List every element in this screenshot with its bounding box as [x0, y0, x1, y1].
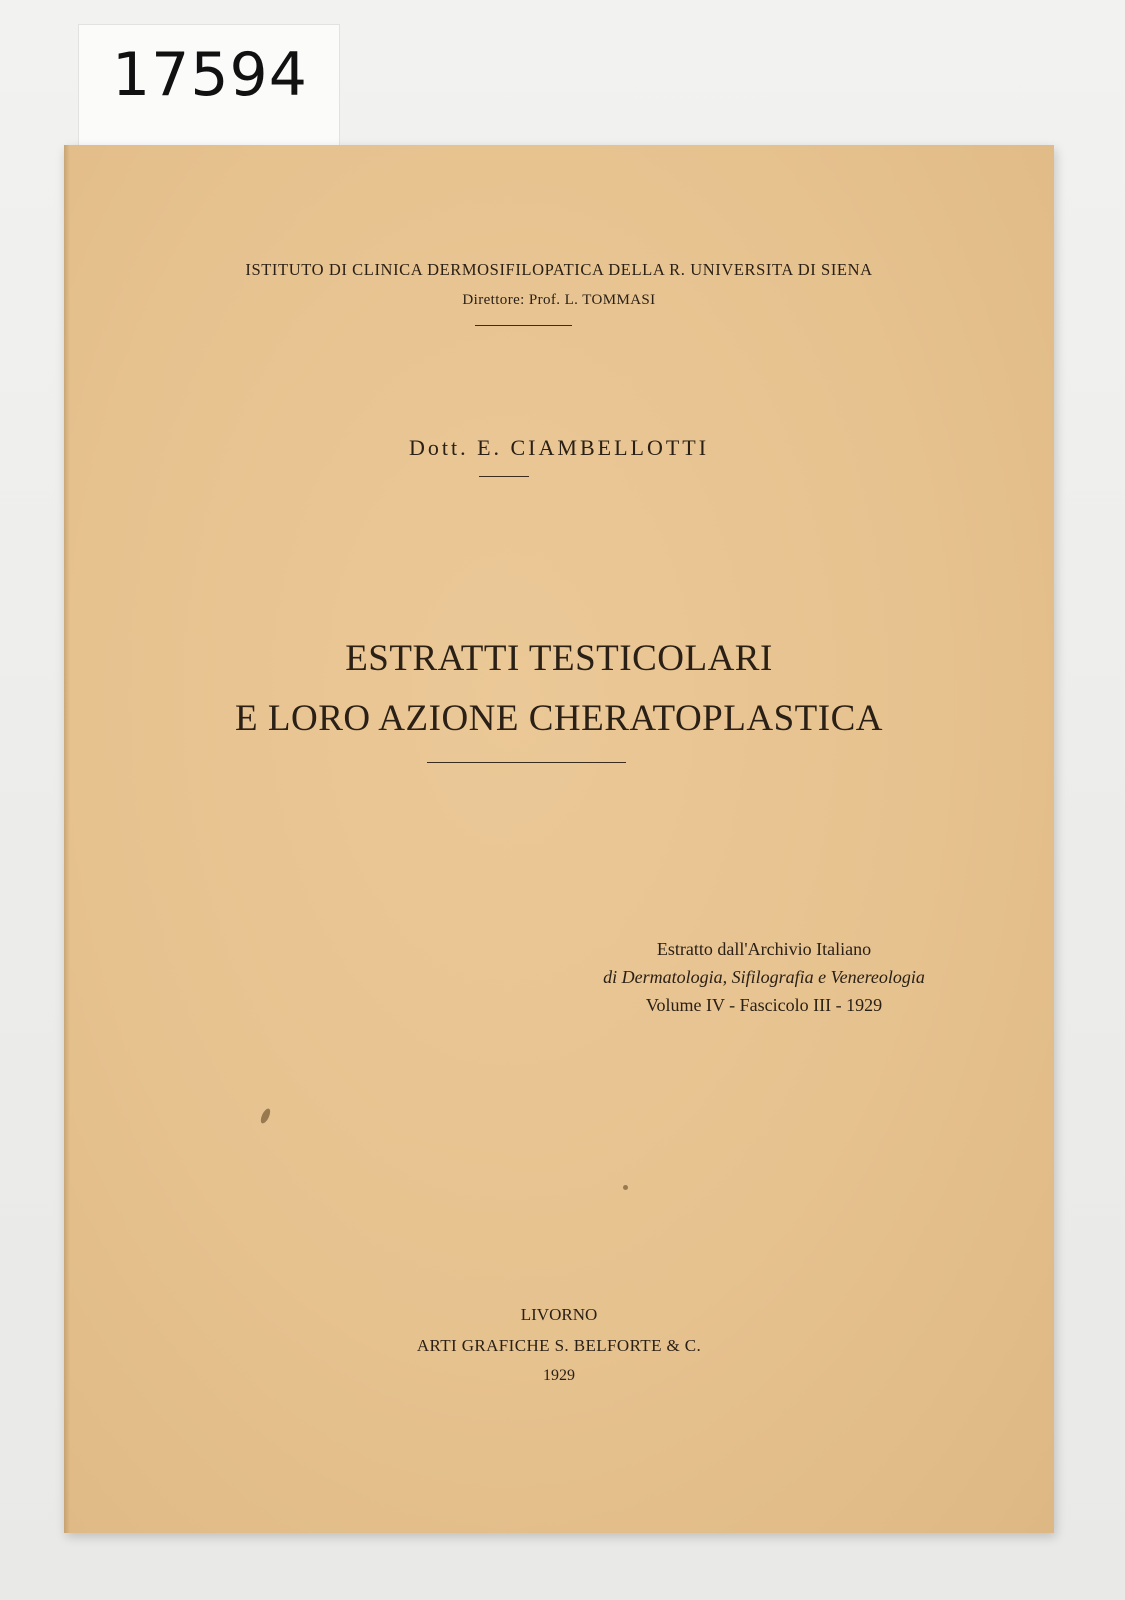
- director-line: Direttore: Prof. L. TOMMASI: [462, 292, 656, 308]
- inventory-number: 17594: [112, 40, 308, 110]
- title-line-1: ESTRATTI TESTICOLARI: [345, 638, 773, 679]
- divider-rule: [427, 762, 626, 763]
- institute-heading: ISTITUTO DI CLINICA DERMOSIFILOPATICA DELLA R. UNIVERSITA DI SIENA: [245, 260, 873, 279]
- paper-speck: [623, 1185, 628, 1190]
- printer-name: ARTI GRAFICHE S. BELFORTE & C.: [416, 1336, 702, 1355]
- author-name: Dott. E. CIAMBELLOTTI: [408, 435, 710, 460]
- divider-rule: [479, 476, 529, 477]
- extract-line-2: di Dermatologia, Sifilografia e Venereologia: [603, 967, 925, 987]
- title-line-2: E LORO AZIONE CHERATOPLASTICA: [235, 698, 883, 739]
- extract-line-3: Volume IV - Fascicolo III - 1929: [645, 995, 883, 1015]
- divider-rule: [475, 325, 572, 326]
- extract-line-1: Estratto dall'Archivio Italiano: [656, 939, 872, 959]
- paper-stain: [259, 1107, 272, 1124]
- publication-year: 1929: [543, 1367, 575, 1384]
- publication-city: LIVORNO: [520, 1305, 598, 1324]
- booklet-cover: [64, 145, 1054, 1533]
